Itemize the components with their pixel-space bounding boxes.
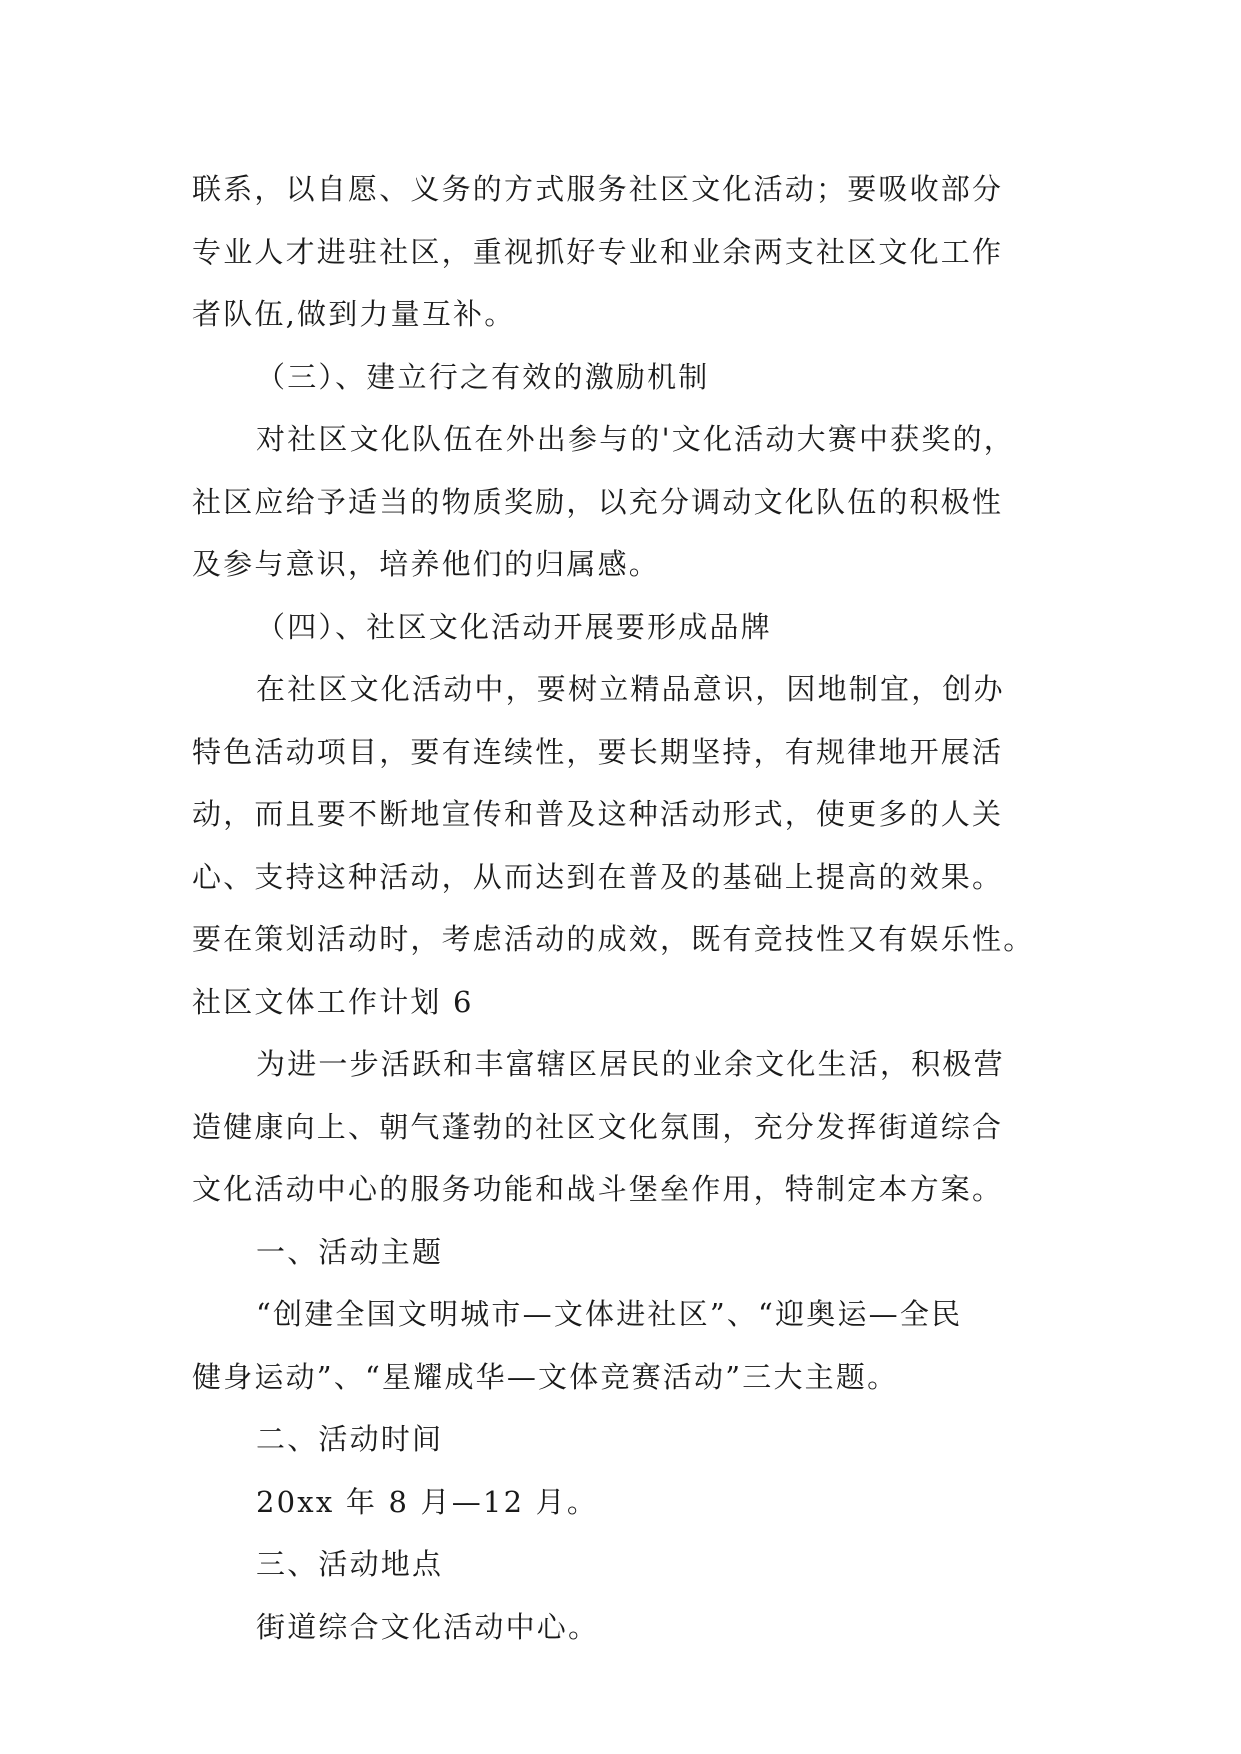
text-line: 健身运动”、“星耀成华—文体竞赛活动”三大主题。 bbox=[192, 1359, 899, 1394]
text-line: 专业人才进驻社区，重视抓好专业和业余两支社区文化工作 bbox=[192, 234, 1004, 269]
section-heading: 二、活动时间 bbox=[256, 1422, 444, 1456]
section-heading: （三）、建立行之有效的激励机制 bbox=[256, 359, 710, 394]
text-line: 要在策划活动时，考虑活动的成效，既有竞技性又有娱乐性。 bbox=[192, 922, 1035, 956]
text-line: 特色活动项目，要有连续性，要长期坚持，有规律地开展活 bbox=[192, 734, 1004, 769]
text-line: 对社区文化队伍在外出参与的'文化活动大赛中获奖的， bbox=[256, 422, 1015, 456]
text-line: 者队伍,做到力量互补。 bbox=[192, 297, 516, 331]
text-line: 造健康向上、朝气蓬勃的社区文化氛围，充分发挥街道综合 bbox=[192, 1109, 1004, 1144]
text-line: 联系，以自愿、义务的方式服务社区文化活动；要吸收部分 bbox=[192, 172, 1004, 206]
text-line: 及参与意识，培养他们的归属感。 bbox=[192, 547, 661, 581]
text-line: 文化活动中心的服务功能和战斗堡垒作用，特制定本方案。 bbox=[192, 1172, 1004, 1206]
text-line: 为进一步活跃和丰富辖区居民的业余文化生活，积极营 bbox=[256, 1047, 1005, 1081]
section-heading: 三、活动地点 bbox=[256, 1547, 444, 1581]
document-body bbox=[192, 158, 1072, 1658]
text-line: 在社区文化活动中，要树立精品意识，因地制宜，创办 bbox=[256, 672, 1005, 706]
section-heading: 一、活动主题 bbox=[256, 1234, 444, 1269]
text-line: 动，而且要不断地宣传和普及这种活动形式，使更多的人关 bbox=[192, 797, 1004, 831]
text-line: “创建全国文明城市—文体进社区”、“迎奥运—全民 bbox=[256, 1297, 963, 1331]
document-title: 社区文体工作计划 6 bbox=[192, 984, 474, 1019]
section-heading: （四）、社区文化活动开展要形成品牌 bbox=[256, 609, 772, 644]
text-line: 心、支持这种活动，从而达到在普及的基础上提高的效果。 bbox=[192, 859, 1004, 894]
text-line: 街道综合文化活动中心。 bbox=[256, 1609, 600, 1644]
text-line: 社区应给予适当的物质奖励，以充分调动文化队伍的积极性 bbox=[192, 484, 1004, 519]
text-line: 20xx 年 8 月—12 月。 bbox=[256, 1484, 599, 1519]
